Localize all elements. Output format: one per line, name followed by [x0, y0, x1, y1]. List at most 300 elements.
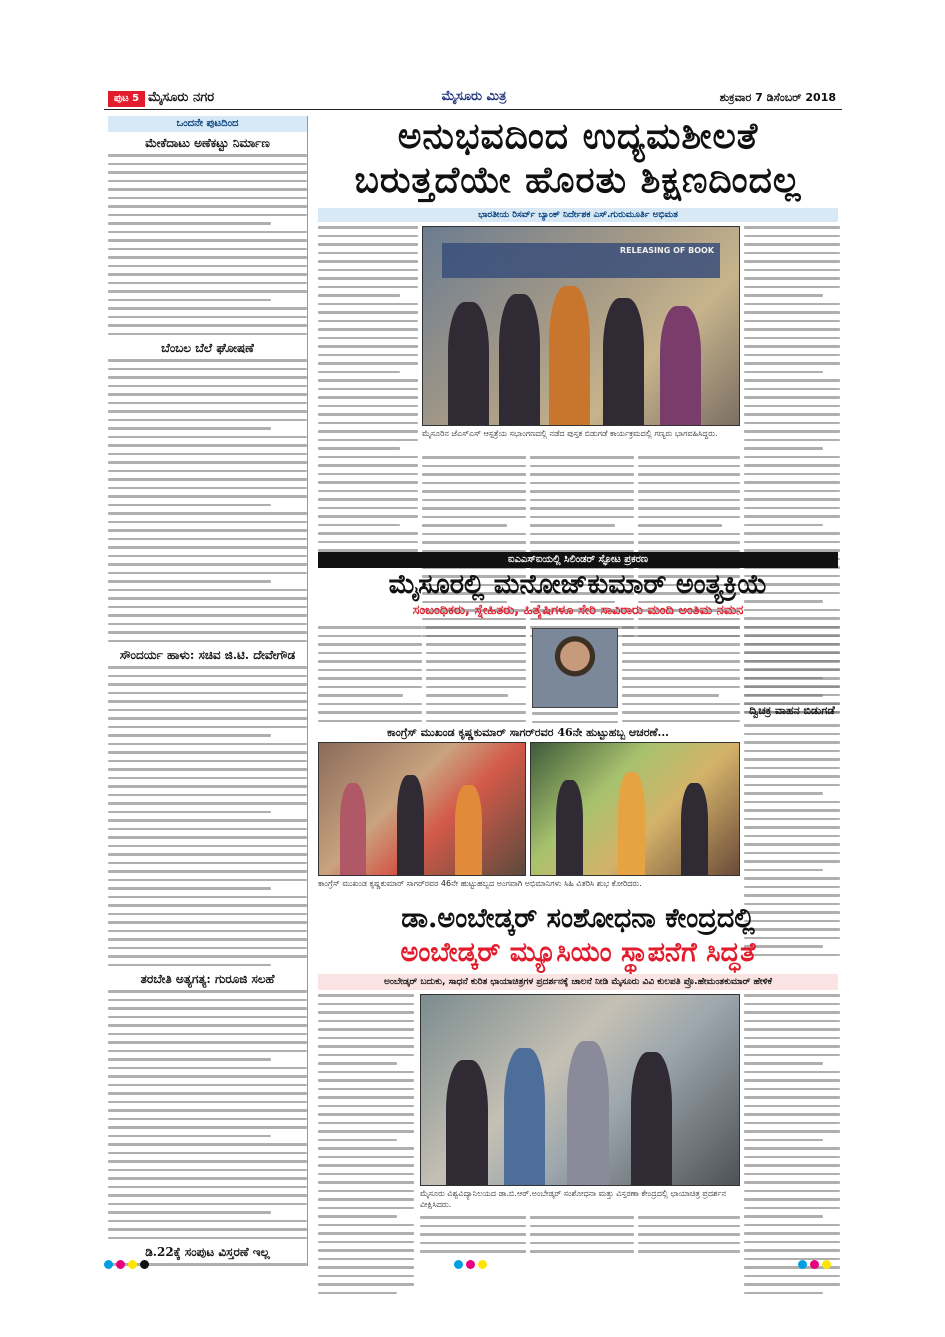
- text-line: [530, 1216, 634, 1219]
- text-line: [108, 836, 307, 839]
- person-figure: [618, 772, 645, 875]
- text-line: [108, 1050, 307, 1053]
- text-line: [108, 990, 307, 993]
- text-line: [744, 1130, 840, 1133]
- photo-banner-text: RELEASING OF BOOK: [619, 245, 715, 255]
- issue-date: ಶುಕ್ರವಾರ 7 ಡಿಸೆಂಬರ್ 2018: [719, 91, 836, 104]
- section-name: ಮೈಸೂರು ನಗರ: [148, 90, 215, 105]
- text-line: [108, 1152, 307, 1155]
- text-line: [108, 188, 307, 191]
- text-line: [108, 947, 307, 950]
- text-line: [108, 777, 307, 780]
- portrait-photo: [532, 628, 618, 708]
- text-line: [426, 694, 508, 697]
- text-line: [744, 456, 840, 459]
- text-line: [108, 1177, 307, 1180]
- text-line: [744, 818, 840, 821]
- text-line: [426, 643, 526, 646]
- text-line: [530, 507, 634, 510]
- text-line: [108, 470, 307, 473]
- text-line: [108, 307, 307, 310]
- text-line: [744, 515, 840, 518]
- text-line: [422, 516, 526, 519]
- person-figure: [504, 1048, 545, 1185]
- text-line: [422, 465, 526, 468]
- text-line: [638, 533, 740, 536]
- text-line: [318, 635, 422, 638]
- text-line: [108, 419, 307, 422]
- text-line: [744, 994, 840, 997]
- text-line: [744, 439, 840, 442]
- text-line: [744, 635, 840, 638]
- text-line: [108, 324, 307, 327]
- text-line: [318, 1028, 414, 1031]
- text-line: [318, 1275, 414, 1278]
- text-line: [422, 533, 526, 536]
- text-line: [108, 538, 307, 541]
- text-line: [744, 894, 840, 897]
- text-line: [108, 1118, 307, 1121]
- text-line: [744, 792, 823, 795]
- text-line: [744, 1011, 840, 1014]
- text-line: [638, 456, 740, 459]
- text-line: [744, 1028, 840, 1031]
- text-line: [108, 1024, 307, 1027]
- text-line: [744, 758, 840, 761]
- text-line: [426, 720, 526, 723]
- text-line: [108, 683, 307, 686]
- ambedkar-strap: ಅಂಬೇಡ್ಕರ್ ಬದುಕು, ಸಾಧನೆ ಕುರಿತ ಛಾಯಾಚಿತ್ರಗಳ ಪ್ರದರ್ಶನಕ್ಕೆ ಚಾಲನೆ ನೀಡಿ ಮೈಸೂರು ವಿವಿ ಕುಲಪತಿ ಪ್ರೊ.ಹೇಮಂತಕುಮಾರ್ ಹೇಳಿಕೆ: [318, 974, 838, 990]
- text-line: [638, 507, 740, 510]
- text-line: [318, 1156, 414, 1159]
- text-line: [744, 1147, 840, 1150]
- person-figure: [446, 1060, 487, 1185]
- text-line: [318, 303, 418, 306]
- text-line: [108, 282, 307, 285]
- text-line: [108, 299, 271, 302]
- text-line: [530, 1250, 634, 1253]
- ambedkar-col: [638, 1216, 740, 1259]
- text-line: [532, 712, 618, 715]
- text-line: [744, 328, 840, 331]
- text-line: [318, 1190, 414, 1193]
- text-line: [318, 243, 418, 246]
- text-line: [108, 1101, 307, 1104]
- text-line: [744, 1275, 840, 1278]
- text-line: [318, 473, 418, 476]
- registration-dot: [454, 1260, 463, 1269]
- text-line: [622, 643, 740, 646]
- text-line: [638, 1242, 740, 1245]
- text-line: [638, 1225, 740, 1228]
- text-line: [318, 277, 418, 280]
- text-line: [108, 290, 307, 293]
- side-subhead: ದ್ವಿಚಕ್ರ ವಾಹನ ಬಿಡುಗಡೆ: [749, 704, 835, 717]
- person-figure: [340, 783, 367, 875]
- text-line: [108, 955, 307, 958]
- text-line: [108, 1033, 307, 1036]
- person-figure: [448, 302, 489, 425]
- text-line: [744, 294, 823, 297]
- text-line: [318, 371, 400, 374]
- text-line: [108, 631, 307, 634]
- birthday-headline: ಕಾಂಗ್ರೆಸ್ ಮುಖಂಡ ಕೃಷ್ಣಕುಮಾರ್ ಸಾಗರ್‌ರವರ 46ನೇ ಹುಟ್ಟುಹಬ್ಬ ಆಚರಣೆ...: [386, 726, 670, 739]
- text-line: [108, 819, 307, 822]
- text-line: [744, 733, 840, 736]
- text-line: [108, 248, 307, 251]
- ambedkar-headline-line1: ಡಾ.ಅಂಬೇಡ್ಕರ್ ಸಂಶೋಧನಾ ಕೇಂದ್ರದಲ್ಲಿ: [401, 903, 755, 934]
- text-line: [108, 717, 307, 720]
- article-text: [318, 626, 422, 722]
- registration-dot: [466, 1260, 475, 1269]
- text-line: [108, 904, 307, 907]
- registration-dot: [140, 1260, 149, 1269]
- text-line: [318, 643, 422, 646]
- registration-dot: [128, 1260, 137, 1269]
- text-line: [744, 775, 840, 778]
- text-line: [426, 669, 526, 672]
- text-line: [744, 1249, 840, 1252]
- text-line: [108, 180, 307, 183]
- text-line: [420, 1233, 526, 1236]
- funeral-headline: ಮೈಸೂರಲ್ಲಿ ಮನೋಜ್‌ಕುಮಾರ್ ಅಂತ್ಯಕ್ರಿಯೆ: [388, 569, 768, 600]
- text-line: [638, 1233, 740, 1236]
- text-line: [426, 677, 526, 680]
- text-line: [530, 456, 634, 459]
- text-line: [318, 652, 422, 655]
- left-head: ಮೇಕೆದಾಟು ಅಣೆಕಟ್ಟು ನಿರ್ಮಾಣ: [145, 136, 270, 150]
- text-line: [108, 1160, 307, 1163]
- funeral-subhead: ಸಂಬಂಧಿಕರು, ಸ್ನೇಹಿತರು, ಹಿತೈಷಿಗಳೂ ಸೇರಿ ಸಾವಿರಾರು ಮಂದಿ ಅಂತಿಮ ನಮನ: [412, 603, 744, 618]
- text-line: [744, 694, 823, 697]
- text-line: [108, 751, 307, 754]
- article-text: [108, 154, 307, 335]
- text-line: [108, 512, 307, 515]
- text-line: [108, 385, 307, 388]
- person-figure: [397, 775, 424, 875]
- text-line: [744, 362, 840, 365]
- lead-headline-line2: ಬರುತ್ತದೆಯೇ ಹೊರತು ಶಿಕ್ಷಣದಿಂದಲ್ಲ: [354, 159, 802, 201]
- text-line: [318, 1079, 414, 1082]
- text-line: [318, 532, 418, 535]
- text-line: [318, 439, 418, 442]
- text-line: [744, 541, 840, 544]
- lead-strap: ಭಾರತೀಯ ರಿಸರ್ವ್ ಬ್ಯಾಂಕ್ ನಿರ್ದೇಶಕ ಎಸ್.ಗುರುಮೂರ್ತಿ ಅಭಿಮತ: [318, 208, 838, 222]
- text-line: [744, 660, 840, 663]
- article-text: [108, 359, 307, 642]
- text-line: [108, 402, 307, 405]
- text-line: [108, 453, 307, 456]
- text-line: [530, 524, 615, 527]
- text-line: [318, 1224, 414, 1227]
- text-line: [744, 784, 840, 787]
- person-figure: [556, 780, 583, 875]
- text-line: [108, 1135, 271, 1138]
- text-line: [744, 473, 840, 476]
- text-line: [108, 410, 307, 413]
- person-figure: [681, 783, 708, 875]
- person-figure: [631, 1052, 672, 1185]
- text-line: [108, 1220, 307, 1223]
- text-line: [318, 379, 418, 382]
- text-line: [108, 700, 307, 703]
- person-figure: [499, 294, 540, 425]
- text-line: [318, 1130, 414, 1133]
- text-line: [744, 413, 840, 416]
- text-line: [744, 652, 840, 655]
- text-line: [318, 1105, 414, 1108]
- text-line: [108, 376, 307, 379]
- newspaper-page: [104, 88, 842, 1268]
- text-line: [638, 541, 740, 544]
- text-line: [530, 541, 634, 544]
- text-line: [318, 703, 422, 706]
- text-line: [744, 1020, 840, 1023]
- text-line: [108, 1211, 271, 1214]
- ambedkar-col: [420, 1216, 526, 1259]
- text-line: [108, 546, 307, 549]
- text-line: [108, 1169, 307, 1172]
- funeral-col: [318, 626, 422, 728]
- text-line: [108, 623, 307, 626]
- left-head: ಸೌಂದರ್ಯ ಹಾಳು: ಸಚಿವ ಜಿ.ಟಿ. ದೇವೇಗೌಡ: [119, 648, 296, 662]
- text-line: [318, 1011, 414, 1014]
- text-line: [744, 852, 840, 855]
- text-line: [622, 652, 740, 655]
- continued-ribbon: ಒಂದನೇ ಪುಟದಿಂದ: [108, 116, 307, 132]
- text-line: [318, 422, 418, 425]
- text-line: [318, 711, 422, 714]
- text-line: [530, 1242, 634, 1245]
- text-line: [420, 1242, 526, 1245]
- text-line: [744, 226, 840, 229]
- text-line: [744, 235, 840, 238]
- text-line: [108, 478, 307, 481]
- text-line: [638, 1250, 740, 1253]
- text-line: [422, 541, 526, 544]
- text-line: [108, 1203, 307, 1206]
- text-line: [426, 703, 526, 706]
- text-line: [108, 504, 271, 507]
- funeral-col: [622, 626, 740, 728]
- lead-headline-line1: ಅನುಭವದಿಂದ ಉದ್ಯಮಶೀಲತೆ: [397, 115, 759, 157]
- text-line: [744, 1181, 840, 1184]
- text-line: [108, 572, 307, 575]
- text-line: [108, 734, 271, 737]
- text-line: [108, 726, 307, 729]
- text-line: [744, 750, 840, 753]
- text-line: [744, 1241, 840, 1244]
- text-line: [108, 999, 307, 1002]
- text-line: [108, 1194, 307, 1197]
- text-line: [744, 860, 840, 863]
- text-line: [744, 1232, 840, 1235]
- text-line: [108, 197, 307, 200]
- text-line: [318, 1113, 414, 1116]
- text-line: [638, 473, 740, 476]
- text-line: [108, 606, 307, 609]
- text-line: [638, 490, 740, 493]
- text-line: [318, 260, 418, 263]
- text-line: [318, 235, 418, 238]
- person-figure: [567, 1041, 608, 1185]
- text-line: [744, 252, 840, 255]
- text-line: [422, 507, 526, 510]
- text-line: [318, 1249, 414, 1252]
- text-line: [638, 465, 740, 468]
- text-line: [426, 652, 526, 655]
- article-text: [532, 712, 618, 723]
- text-line: [530, 516, 634, 519]
- registration-dot: [798, 1260, 807, 1269]
- text-line: [744, 1096, 840, 1099]
- museum-photo: [420, 994, 740, 1186]
- text-line: [318, 1020, 414, 1023]
- article-text: [108, 990, 307, 1239]
- text-line: [622, 703, 740, 706]
- text-line: [108, 521, 307, 524]
- text-line: [108, 368, 307, 371]
- text-line: [426, 626, 526, 629]
- left-column: [108, 116, 308, 1266]
- text-line: [318, 524, 400, 527]
- text-line: [108, 913, 307, 916]
- text-line: [108, 938, 307, 941]
- text-line: [744, 396, 840, 399]
- text-line: [744, 1139, 823, 1142]
- text-line: [108, 870, 307, 873]
- text-line: [318, 1088, 414, 1091]
- text-line: [108, 811, 271, 814]
- text-line: [744, 1088, 840, 1091]
- text-line: [318, 1232, 414, 1235]
- text-line: [318, 226, 418, 229]
- text-line: [318, 447, 400, 450]
- text-line: [108, 675, 307, 678]
- funeral-col: [426, 626, 526, 728]
- text-line: [532, 721, 618, 724]
- text-line: [744, 1079, 840, 1082]
- text-line: [108, 555, 307, 558]
- text-line: [318, 1054, 414, 1057]
- registration-dot: [116, 1260, 125, 1269]
- text-line: [318, 405, 418, 408]
- text-line: [108, 853, 307, 856]
- registration-dot: [810, 1260, 819, 1269]
- text-line: [744, 269, 840, 272]
- text-line: [426, 635, 526, 638]
- text-line: [318, 1096, 414, 1099]
- text-line: [744, 1190, 840, 1193]
- text-line: [318, 345, 418, 348]
- text-line: [108, 529, 307, 532]
- text-line: [108, 862, 307, 865]
- text-line: [108, 239, 307, 242]
- text-line: [108, 828, 307, 831]
- text-line: [744, 877, 840, 880]
- text-line: [318, 396, 418, 399]
- text-line: [744, 243, 840, 246]
- text-line: [108, 316, 307, 319]
- text-line: [318, 1037, 414, 1040]
- photo-caption: ಮೈಸೂರಿನ ಜೆಎಸ್‌ಎಸ್ ಆಸ್ಪತ್ರೆಯ ಸಭಾಂಗಣದಲ್ಲಿ ನಡೆದ ಪುಸ್ತಕ ಬಿಡುಗಡೆ ಕಾರ್ಯಕ್ರಮದಲ್ಲಿ ಗಣ್ಯರು ಭಾಗವಹಿಸಿದ್ದರು.: [422, 429, 718, 438]
- text-line: [318, 320, 418, 323]
- text-line: [744, 1045, 840, 1048]
- text-line: [108, 256, 307, 259]
- text-line: [108, 1092, 307, 1095]
- lead-col-left: [318, 226, 418, 566]
- text-line: [318, 1207, 414, 1210]
- text-line: [744, 422, 840, 425]
- text-line: [744, 801, 840, 804]
- text-line: [108, 205, 307, 208]
- text-line: [318, 490, 418, 493]
- text-line: [622, 677, 740, 680]
- text-line: [108, 692, 307, 695]
- text-line: [318, 286, 418, 289]
- text-line: [108, 845, 307, 848]
- text-line: [108, 1058, 271, 1061]
- text-line: [108, 1016, 307, 1019]
- story-kicker: ಐಎಎಸ್‌ಐಯಲ್ಲಿ ಸಿಲಿಂಡರ್ ಸ್ಫೋಟ ಪ್ರಕರಣ: [318, 552, 838, 568]
- text-line: [318, 456, 418, 459]
- text-line: [108, 563, 307, 566]
- text-line: [318, 481, 418, 484]
- text-line: [744, 826, 840, 829]
- text-line: [318, 1292, 397, 1295]
- article-text: [108, 666, 307, 966]
- text-line: [318, 1283, 414, 1286]
- text-line: [744, 430, 840, 433]
- text-line: [744, 405, 840, 408]
- text-line: [744, 1292, 823, 1295]
- text-line: [622, 635, 740, 638]
- text-line: [426, 711, 526, 714]
- text-line: [744, 1054, 840, 1057]
- text-line: [744, 869, 823, 872]
- text-line: [108, 231, 307, 234]
- text-line: [108, 768, 307, 771]
- article-text: [530, 1216, 634, 1253]
- text-line: [318, 686, 422, 689]
- text-line: [108, 222, 271, 225]
- text-line: [530, 482, 634, 485]
- text-line: [108, 802, 307, 805]
- lead-headline: [318, 114, 838, 202]
- text-line: [638, 1216, 740, 1219]
- text-line: [744, 286, 840, 289]
- ambedkar-col-left: [318, 994, 414, 1300]
- text-line: [318, 1173, 414, 1176]
- text-line: [744, 1215, 823, 1218]
- text-line: [108, 879, 307, 882]
- masthead: [104, 88, 842, 110]
- text-line: [744, 481, 840, 484]
- text-line: [622, 711, 740, 714]
- text-line: [744, 741, 840, 744]
- text-line: [318, 1071, 414, 1074]
- text-line: [744, 1156, 840, 1159]
- text-line: [108, 359, 307, 362]
- text-line: [108, 760, 307, 763]
- text-line: [108, 1109, 307, 1112]
- text-line: [108, 436, 307, 439]
- text-line: [318, 413, 418, 416]
- registration-dot: [478, 1260, 487, 1269]
- text-line: [744, 724, 840, 727]
- text-line: [420, 1225, 526, 1228]
- text-line: [108, 171, 307, 174]
